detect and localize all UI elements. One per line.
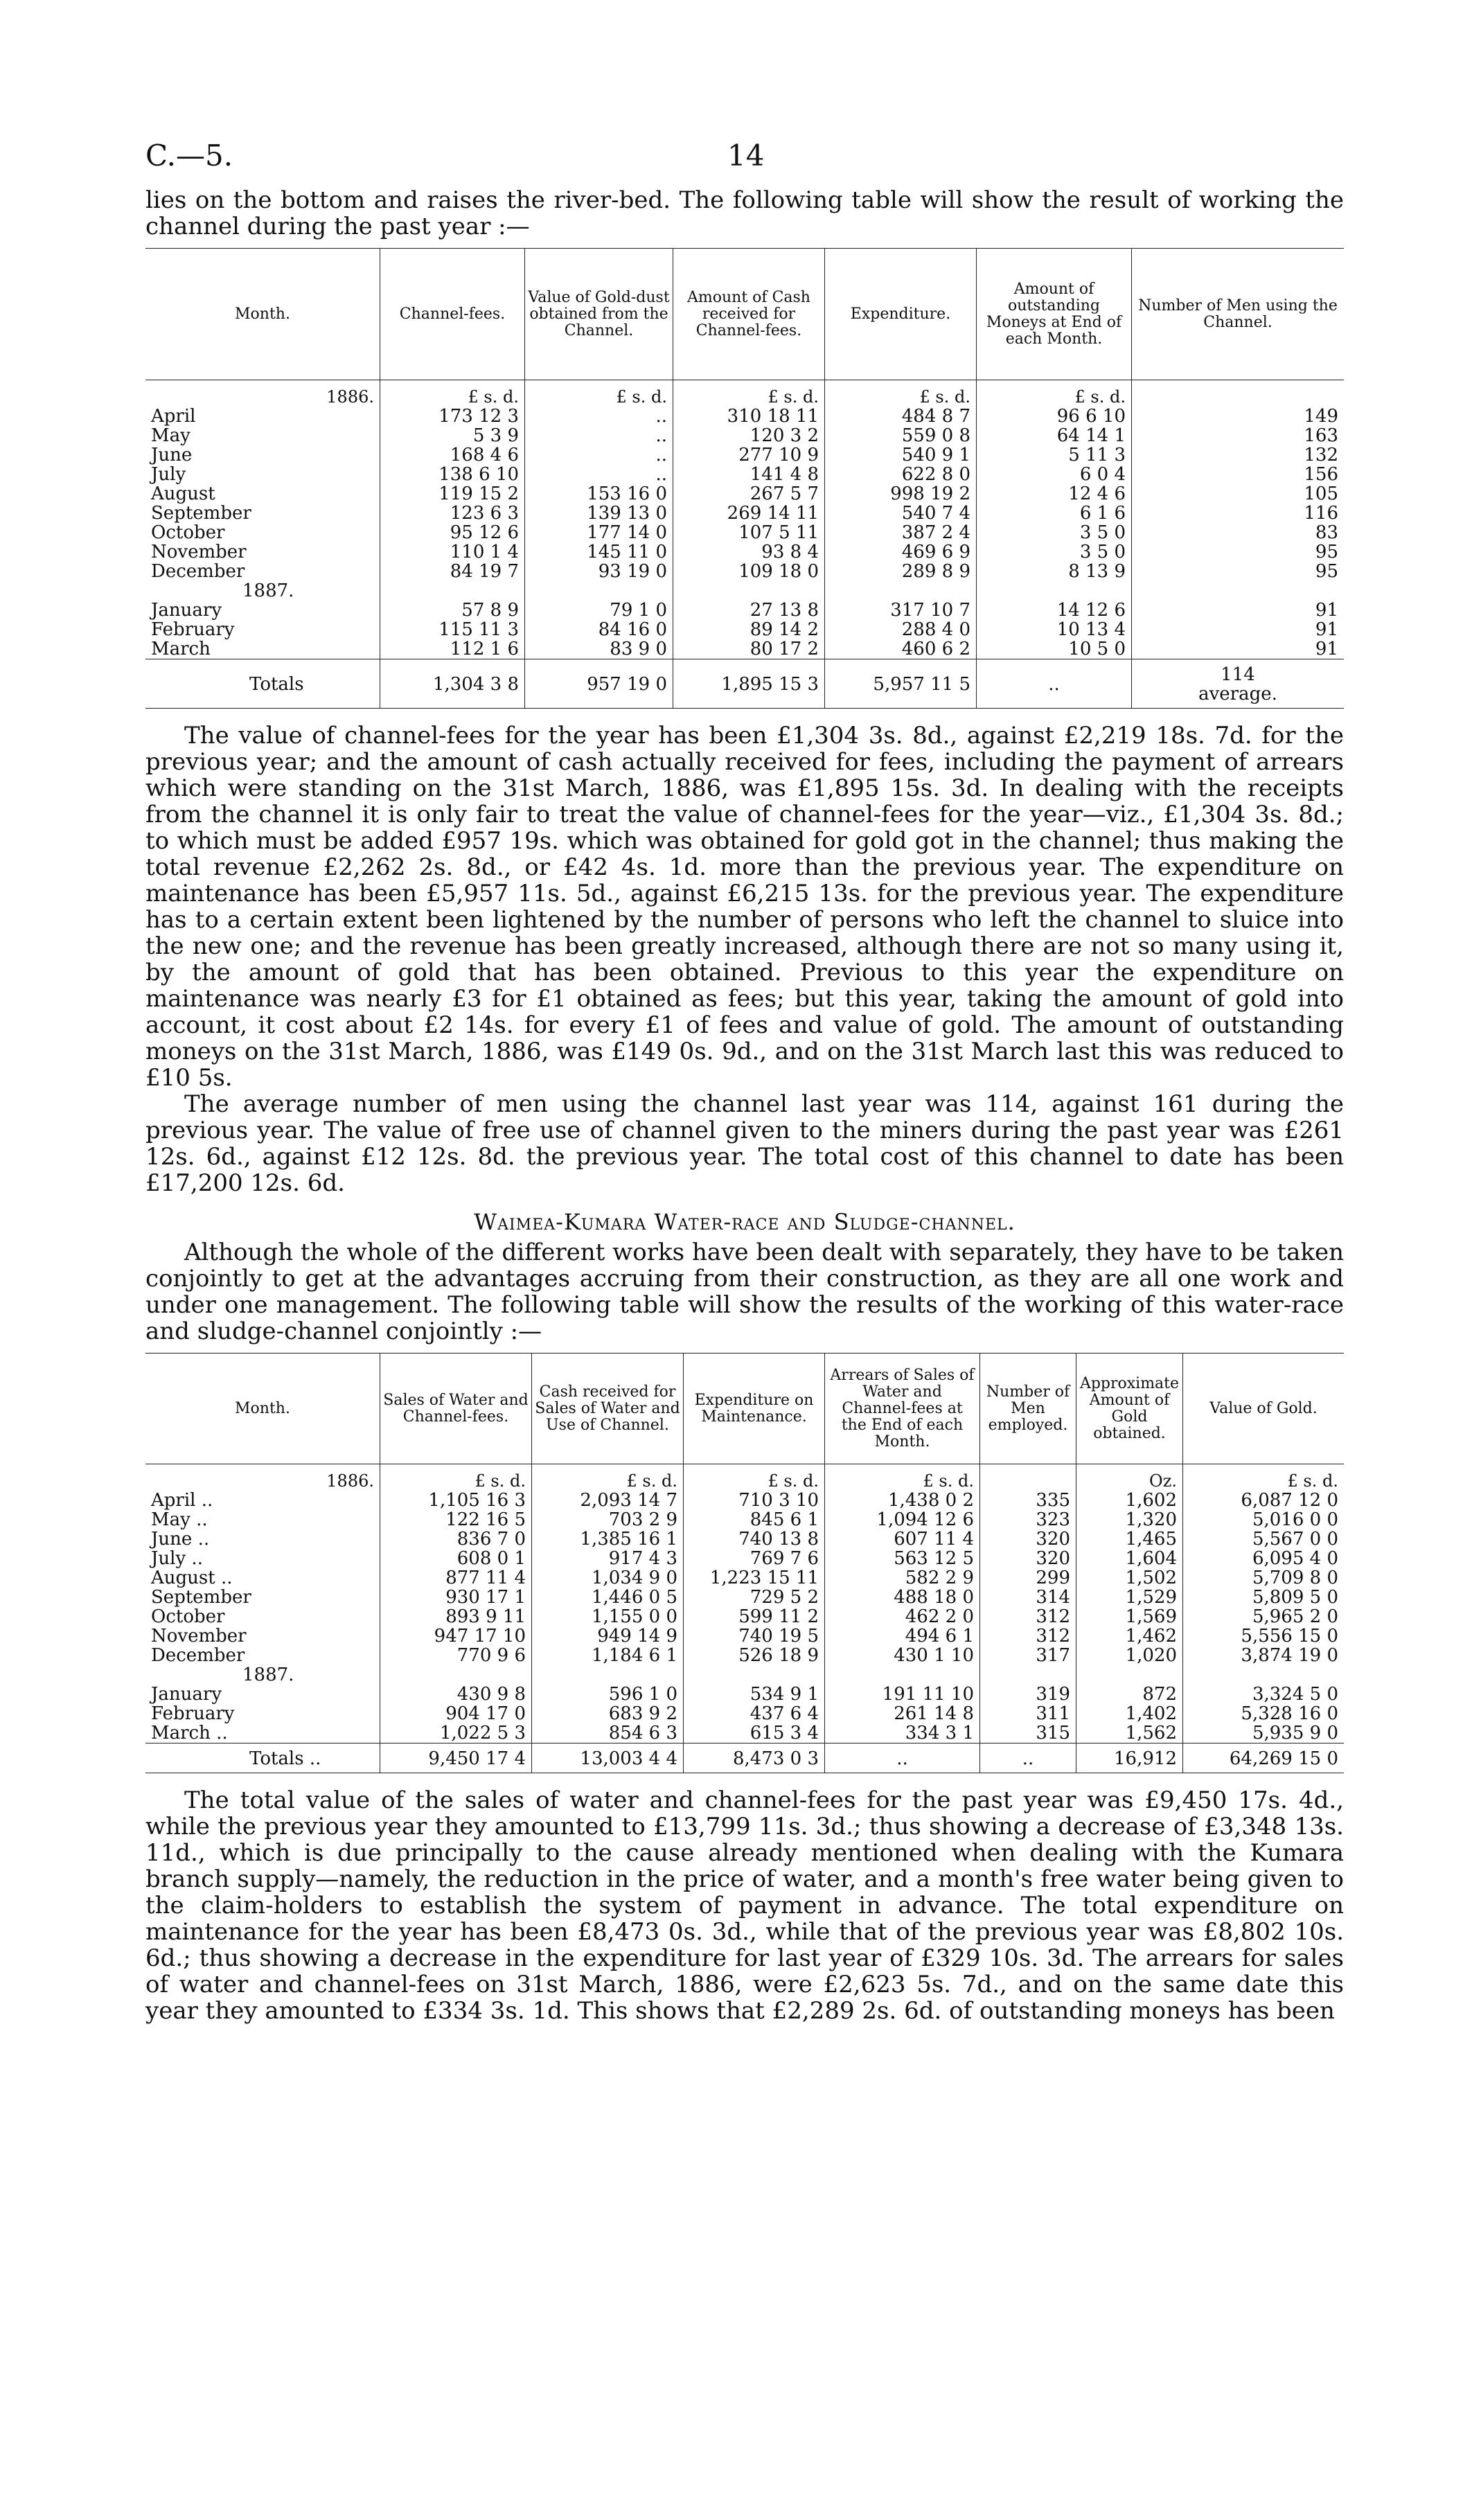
table-cell: 83 9 0 bbox=[525, 639, 673, 659]
totals-cell: Totals .. bbox=[145, 1743, 380, 1773]
table-cell: 1,402 bbox=[1076, 1704, 1183, 1723]
table2-header-sales: Sales of Water and Channel-fees. bbox=[380, 1354, 532, 1464]
totals-men-value: 114 bbox=[1221, 664, 1255, 685]
table-cell: 80 17 2 bbox=[673, 639, 825, 659]
table-cell: 120 3 2 bbox=[673, 426, 825, 445]
table-cell: 334 3 1 bbox=[825, 1723, 980, 1743]
table-cell: 930 17 1 bbox=[380, 1588, 532, 1607]
table-cell: March .. bbox=[151, 1723, 228, 1743]
table-cell: April .. bbox=[151, 1490, 213, 1511]
table-cell: 854 6 3 bbox=[532, 1723, 684, 1743]
table-cell: 1,034 9 0 bbox=[532, 1568, 684, 1588]
table-cell: 5,965 2 0 bbox=[1183, 1607, 1345, 1626]
table-cell: 703 2 9 bbox=[532, 1510, 684, 1529]
table-cell: 460 6 2 bbox=[825, 639, 977, 659]
table2-year-1887: 1887. bbox=[242, 1665, 294, 1685]
table-cell: 132 bbox=[1132, 445, 1345, 465]
table-cell: 582 2 9 bbox=[825, 1568, 980, 1588]
table-cell: 1,184 6 1 bbox=[532, 1646, 684, 1665]
table-row bbox=[145, 465, 1344, 484]
table-cell: 153 16 0 bbox=[525, 484, 673, 504]
table-cell: 6,087 12 0 bbox=[1183, 1491, 1345, 1510]
table1-header-outstanding: Amount of outstanding Moneys at End of each Month. bbox=[977, 249, 1132, 380]
table-cell: 559 0 8 bbox=[825, 426, 977, 445]
table-cell: .. bbox=[525, 407, 673, 426]
table-cell: 138 6 10 bbox=[380, 465, 525, 484]
table-cell: 1,446 0 5 bbox=[532, 1588, 684, 1607]
table-cell: 6 0 4 bbox=[977, 465, 1132, 484]
table2-year-1886: 1886. bbox=[326, 1471, 374, 1491]
totals-cell: .. bbox=[980, 1743, 1076, 1773]
document-page bbox=[145, 125, 1344, 2024]
table1-body bbox=[145, 407, 1344, 709]
table-cell: December bbox=[151, 1645, 245, 1666]
table-cell: 1,604 bbox=[1076, 1549, 1183, 1568]
table1-year-1886: 1886. bbox=[326, 387, 374, 407]
table-row bbox=[145, 1491, 1344, 1510]
table-row bbox=[145, 1626, 1344, 1646]
table-cell: 79 1 0 bbox=[525, 601, 673, 620]
table-cell: August bbox=[151, 483, 215, 504]
table-cell: 845 6 1 bbox=[684, 1510, 825, 1529]
totals-cell: 5,957 11 5 bbox=[825, 659, 977, 709]
table-cell: May bbox=[151, 425, 190, 446]
table-cell: 740 13 8 bbox=[684, 1529, 825, 1549]
table-cell: 95 12 6 bbox=[380, 523, 525, 542]
table-row bbox=[145, 562, 1344, 581]
table-cell: 267 5 7 bbox=[673, 484, 825, 504]
totals-row bbox=[145, 659, 1344, 709]
table1-header-cash-received: Amount of Cash received for Channel-fees. bbox=[673, 249, 825, 380]
table-cell: 139 13 0 bbox=[525, 504, 673, 523]
table-row bbox=[145, 523, 1344, 542]
table-cell: 107 5 11 bbox=[673, 523, 825, 542]
table-cell: 335 bbox=[980, 1491, 1076, 1510]
table-cell: 836 7 0 bbox=[380, 1529, 532, 1549]
table2-unit: £ s. d. bbox=[1183, 1464, 1345, 1491]
table1-header-channel-fees: Channel-fees. bbox=[380, 249, 525, 380]
table-cell: November bbox=[151, 542, 247, 562]
table-cell: 91 bbox=[1132, 620, 1345, 639]
table-cell: 3 5 0 bbox=[977, 523, 1132, 542]
table-cell: November bbox=[151, 1626, 247, 1647]
table-cell: 156 bbox=[1132, 465, 1345, 484]
table-cell: 683 9 2 bbox=[532, 1704, 684, 1723]
table-cell: 105 bbox=[1132, 484, 1345, 504]
table-cell: 1,320 bbox=[1076, 1510, 1183, 1529]
table-cell: June .. bbox=[151, 1529, 210, 1550]
table-row bbox=[145, 1588, 1344, 1607]
table-cell: 596 1 0 bbox=[532, 1685, 684, 1704]
table-cell: 299 bbox=[980, 1568, 1076, 1588]
table-cell: June bbox=[151, 445, 193, 465]
table-cell: 469 6 9 bbox=[825, 542, 977, 562]
totals-cell: .. bbox=[977, 659, 1132, 709]
table-cell: 5,809 5 0 bbox=[1183, 1588, 1345, 1607]
table-cell: 314 bbox=[980, 1588, 1076, 1607]
table-cell: 1,529 bbox=[1076, 1588, 1183, 1607]
table-row bbox=[145, 504, 1344, 523]
paragraph-channel-fees: The value of channel-fees for the year has been £1,304 3s. 8d., against £2,219 18s. 7d. for the previous year; and the amount of cash actually received for fees, including the payment of arrears which were standing on the 31st March, 1886, was £1,895 15s. 3d. In dealing with the receipts from the channel it is only fair to treat the value of channel-fees for the year—viz., £1,304 3s. 8d.; to which must be added £957 19s. which was obtained for gold got in the channel; thus making the total revenue £2,262 2s. 8d., or £42 4s. 1d. more than the previous year. The expenditure on maintenance has been £5,957 11s. 5d., against £6,215 13s. for the previous year. The expenditure has to a certain extent been lightened by the number of persons who left the channel to sluice into the new one; and the revenue has been greatly increased, although there are not so many using it, by the amount of gold that has been obtained. Previous to this year the expenditure on maintenance was nearly £3 for £1 obtained as fees; but this year, taking the amount of gold into account, it cost about £2 14s. for every £1 of fees and value of gold. The amount of outstanding moneys on the 31st March, 1886, was £149 0s. 9d., and on the 31st March last this was reduced to £10 5s. bbox=[145, 722, 1344, 1092]
table-cell: 119 15 2 bbox=[380, 484, 525, 504]
table1-unit: £ s. d. bbox=[977, 380, 1132, 407]
table-cell: 5,935 9 0 bbox=[1183, 1723, 1345, 1743]
table-cell: 5 11 3 bbox=[977, 445, 1132, 465]
table-cell: 1,094 12 6 bbox=[825, 1510, 980, 1529]
table-cell: 1,385 16 1 bbox=[532, 1529, 684, 1549]
table1-unit: £ s. d. bbox=[825, 380, 977, 407]
table-cell: 6,095 4 0 bbox=[1183, 1549, 1345, 1568]
table-cell: 320 bbox=[980, 1529, 1076, 1549]
table-cell: 1,465 bbox=[1076, 1529, 1183, 1549]
table-cell: January bbox=[151, 600, 222, 621]
table-row bbox=[145, 601, 1344, 620]
table-row bbox=[145, 484, 1344, 504]
table-cell: .. bbox=[525, 445, 673, 465]
totals-cell: 64,269 15 0 bbox=[1183, 1743, 1345, 1773]
table-cell: 904 17 0 bbox=[380, 1704, 532, 1723]
intro-paragraph: lies on the bottom and raises the river-bed. The following table will show the result of working the channel during the past year :— bbox=[145, 186, 1344, 240]
table-cell: April bbox=[151, 406, 196, 427]
table-cell: 315 bbox=[980, 1723, 1076, 1743]
table-cell: 110 1 4 bbox=[380, 542, 525, 562]
table1-year-1887: 1887. bbox=[242, 580, 294, 601]
table-cell: 149 bbox=[1132, 407, 1345, 426]
table-cell: January bbox=[151, 1684, 222, 1705]
table-cell: 387 2 4 bbox=[825, 523, 977, 542]
table-cell: 317 bbox=[980, 1646, 1076, 1665]
totals-cell: 1,895 15 3 bbox=[673, 659, 825, 709]
table-row bbox=[145, 1723, 1344, 1743]
table-cell: 115 11 3 bbox=[380, 620, 525, 639]
table-cell: 5,016 0 0 bbox=[1183, 1510, 1345, 1529]
totals-cell: 957 19 0 bbox=[525, 659, 673, 709]
table-cell: 116 bbox=[1132, 504, 1345, 523]
table-cell: 608 0 1 bbox=[380, 1549, 532, 1568]
table2-body bbox=[145, 1491, 1344, 1773]
table1-unit: £ s. d. bbox=[380, 380, 525, 407]
document-code: C.—5. bbox=[145, 139, 233, 172]
table-row bbox=[145, 639, 1344, 659]
table-cell: 6 1 6 bbox=[977, 504, 1132, 523]
table-cell: 319 bbox=[980, 1685, 1076, 1704]
paragraph-sales-total: The total value of the sales of water and channel-fees for the past year was £9,450 17s. 4d., while the previous year they amounted to £13,799 11s. 3d.; thus showing a decrease of £3,348 13s. 11d., which is due principally to the cause already mentioned when dealing with the Kumara branch supply—namely, the reduction in the price of water, and a month's free water being given to the claim-holders to establish the system of payment in advance. The total expenditure on maintenance for the year has been £8,473 0s. 3d., while that of the previous year was £8,802 10s. 6d.; thus showing a decrease in the expenditure for last year of £329 10s. 3d. The arrears for sales of water and channel-fees on 31st March, 1886, were £2,623 5s. 7d., and on the same date this year they amounted to £334 3s. 1d. This shows that £2,289 2s. 6d. of outstanding moneys has been bbox=[145, 1786, 1344, 2025]
table-cell: 872 bbox=[1076, 1685, 1183, 1704]
table-cell: August .. bbox=[151, 1568, 233, 1588]
table2-unit: Oz. bbox=[1076, 1464, 1183, 1491]
table-cell: 168 4 6 bbox=[380, 445, 525, 465]
table-cell: 84 16 0 bbox=[525, 620, 673, 639]
table-cell: September bbox=[151, 503, 251, 524]
table-cell: 607 11 4 bbox=[825, 1529, 980, 1549]
totals-men-note: average. bbox=[1198, 684, 1277, 704]
table-cell: 109 18 0 bbox=[673, 562, 825, 581]
table-cell: 95 bbox=[1132, 562, 1345, 581]
table-cell: December bbox=[151, 561, 245, 582]
table-cell: 1,438 0 2 bbox=[825, 1491, 980, 1510]
table-cell: 91 bbox=[1132, 639, 1345, 659]
table2-header-cash: Cash received for Sales of Water and Use of Channel. bbox=[532, 1354, 684, 1464]
table-cell: October bbox=[151, 522, 225, 543]
table-cell: .. bbox=[525, 465, 673, 484]
table-row bbox=[145, 620, 1344, 639]
table-cell: 430 9 8 bbox=[380, 1685, 532, 1704]
page-header bbox=[145, 125, 1344, 187]
table-cell: 563 12 5 bbox=[825, 1549, 980, 1568]
table-cell: 289 8 9 bbox=[825, 562, 977, 581]
totals-cell: 13,003 4 4 bbox=[532, 1743, 684, 1773]
table-cell: 710 3 10 bbox=[684, 1491, 825, 1510]
totals-cell bbox=[1132, 659, 1345, 709]
table-cell: 5,567 0 0 bbox=[1183, 1529, 1345, 1549]
table2-unit: £ s. d. bbox=[380, 1464, 532, 1491]
table-cell: July .. bbox=[151, 1548, 203, 1569]
table2-header-gold-amount: Approximate Amount of Gold obtained. bbox=[1076, 1354, 1183, 1464]
paragraph-average-men: The average number of men using the channel last year was 114, against 161 during the previous year. The value of free use of channel given to the miners during the past year was £261 12s. 6d., against £12 12s. 8d. the previous year. The total cost of this channel to date has been £17,200 12s. 6d. bbox=[145, 1090, 1344, 1197]
table-cell: 84 19 7 bbox=[380, 562, 525, 581]
paragraph-conjoint: Although the whole of the different works have been dealt with separately, they have to be taken conjointly to get at the advantages accruing from their construction, as they are all one work and under one management. The following table will show the results of the working of this water-race and sludge-channel conjointly :— bbox=[145, 1239, 1344, 1345]
table-cell: 526 18 9 bbox=[684, 1646, 825, 1665]
table-cell: 540 9 1 bbox=[825, 445, 977, 465]
table-cell: 1,462 bbox=[1076, 1626, 1183, 1646]
table-cell: 311 bbox=[980, 1704, 1076, 1723]
table-cell: 8 13 9 bbox=[977, 562, 1132, 581]
table-cell: 1,602 bbox=[1076, 1491, 1183, 1510]
table-cell: 261 14 8 bbox=[825, 1704, 980, 1723]
table-cell: 769 7 6 bbox=[684, 1549, 825, 1568]
table-cell: 57 8 9 bbox=[380, 601, 525, 620]
table-cell: 269 14 11 bbox=[673, 504, 825, 523]
table-row bbox=[145, 1510, 1344, 1529]
table-cell: 93 8 4 bbox=[673, 542, 825, 562]
table-cell: 599 11 2 bbox=[684, 1607, 825, 1626]
table-cell: 122 16 5 bbox=[380, 1510, 532, 1529]
table-cell: 947 17 10 bbox=[380, 1626, 532, 1646]
table-cell: 3,874 19 0 bbox=[1183, 1646, 1345, 1665]
totals-cell: .. bbox=[825, 1743, 980, 1773]
table2-unit: £ s. d. bbox=[825, 1464, 980, 1491]
table-cell: 494 6 1 bbox=[825, 1626, 980, 1646]
channel-table bbox=[145, 248, 1344, 709]
table-cell: March bbox=[151, 639, 211, 659]
table-row bbox=[145, 1646, 1344, 1665]
table1-header-men: Number of Men using the Channel. bbox=[1132, 249, 1345, 380]
table-row bbox=[145, 542, 1344, 562]
table-cell: 95 bbox=[1132, 542, 1345, 562]
table-cell: 64 14 1 bbox=[977, 426, 1132, 445]
table-cell: 14 12 6 bbox=[977, 601, 1132, 620]
table2-header-arrears: Arrears of Sales of Water and Channel-fees at the End of each Month. bbox=[825, 1354, 980, 1464]
table1-header-gold-dust: Value of Gold-dust obtained from the Channel. bbox=[525, 249, 673, 380]
table-cell: 3 5 0 bbox=[977, 542, 1132, 562]
table-cell: October bbox=[151, 1606, 225, 1627]
table-cell: 317 10 7 bbox=[825, 601, 977, 620]
table-cell: 622 8 0 bbox=[825, 465, 977, 484]
table2-header-month: Month. bbox=[145, 1354, 380, 1464]
table-cell: 89 14 2 bbox=[673, 620, 825, 639]
table-cell: 1,569 bbox=[1076, 1607, 1183, 1626]
table-row bbox=[145, 407, 1344, 426]
table1-unit: £ s. d. bbox=[525, 380, 673, 407]
table1-unit: £ s. d. bbox=[673, 380, 825, 407]
table-row bbox=[145, 1704, 1344, 1723]
table-cell: 2,093 14 7 bbox=[532, 1491, 684, 1510]
table-cell: 10 5 0 bbox=[977, 639, 1132, 659]
table-cell: 191 11 10 bbox=[825, 1685, 980, 1704]
table2-header-expenditure: Expenditure on Maintenance. bbox=[684, 1354, 825, 1464]
table-cell: 320 bbox=[980, 1549, 1076, 1568]
table-cell: 1,022 5 3 bbox=[380, 1723, 532, 1743]
table-cell: 310 18 11 bbox=[673, 407, 825, 426]
table-cell: 277 10 9 bbox=[673, 445, 825, 465]
table-cell: 312 bbox=[980, 1607, 1076, 1626]
table-cell: 893 9 11 bbox=[380, 1607, 532, 1626]
totals-row bbox=[145, 1743, 1344, 1773]
table-cell: 177 14 0 bbox=[525, 523, 673, 542]
table-cell: 91 bbox=[1132, 601, 1345, 620]
table-cell: 288 4 0 bbox=[825, 620, 977, 639]
table-row bbox=[145, 1549, 1344, 1568]
table-cell: 323 bbox=[980, 1510, 1076, 1529]
table-cell: 430 1 10 bbox=[825, 1646, 980, 1665]
table1-header-month: Month. bbox=[145, 249, 380, 380]
table-cell: 93 19 0 bbox=[525, 562, 673, 581]
table-row bbox=[145, 1568, 1344, 1588]
table-cell: February bbox=[151, 1703, 235, 1724]
table2-header-gold-value: Value of Gold. bbox=[1183, 1354, 1345, 1464]
table-cell: 173 12 3 bbox=[380, 407, 525, 426]
table-cell: 462 2 0 bbox=[825, 1607, 980, 1626]
table-cell: 5 3 9 bbox=[380, 426, 525, 445]
table-row bbox=[145, 426, 1344, 445]
table-cell: July bbox=[151, 464, 186, 485]
table-cell: 1,020 bbox=[1076, 1646, 1183, 1665]
table-cell: 1,155 0 0 bbox=[532, 1607, 684, 1626]
table-cell: 96 6 10 bbox=[977, 407, 1132, 426]
table-cell: .. bbox=[525, 426, 673, 445]
table-row bbox=[145, 1607, 1344, 1626]
table-cell: 877 11 4 bbox=[380, 1568, 532, 1588]
table1-header-expenditure: Expenditure. bbox=[825, 249, 977, 380]
table-cell: 1,223 15 11 bbox=[684, 1568, 825, 1588]
table-cell: 1,105 16 3 bbox=[380, 1491, 532, 1510]
table-cell: 12 4 6 bbox=[977, 484, 1132, 504]
table-cell: 10 13 4 bbox=[977, 620, 1132, 639]
table-cell: 5,556 15 0 bbox=[1183, 1626, 1345, 1646]
table2-header-men: Number of Men employed. bbox=[980, 1354, 1076, 1464]
table2-unit: £ s. d. bbox=[532, 1464, 684, 1491]
table-cell: 729 5 2 bbox=[684, 1588, 825, 1607]
table-row bbox=[145, 1685, 1344, 1704]
table-cell: 145 11 0 bbox=[525, 542, 673, 562]
table-cell: 5,328 16 0 bbox=[1183, 1704, 1345, 1723]
table-cell: 112 1 6 bbox=[380, 639, 525, 659]
table-row bbox=[145, 1529, 1344, 1549]
table-cell: 540 7 4 bbox=[825, 504, 977, 523]
section-heading: Waimea-Kumara Water-race and Sludge-channel. bbox=[474, 1209, 1016, 1235]
totals-cell: Totals bbox=[145, 659, 380, 709]
table-cell: 83 bbox=[1132, 523, 1345, 542]
table-cell: 1,502 bbox=[1076, 1568, 1183, 1588]
table-cell: May .. bbox=[151, 1509, 208, 1530]
table-cell: 484 8 7 bbox=[825, 407, 977, 426]
table-cell: 312 bbox=[980, 1626, 1076, 1646]
table-cell: 998 19 2 bbox=[825, 484, 977, 504]
totals-cell: 16,912 bbox=[1076, 1743, 1183, 1773]
totals-cell: 8,473 0 3 bbox=[684, 1743, 825, 1773]
table2-unit: £ s. d. bbox=[684, 1464, 825, 1491]
table-cell: February bbox=[151, 619, 235, 640]
table-cell: 27 13 8 bbox=[673, 601, 825, 620]
table-cell: 141 4 8 bbox=[673, 465, 825, 484]
table-cell: 488 18 0 bbox=[825, 1588, 980, 1607]
table-cell: 1,562 bbox=[1076, 1723, 1183, 1743]
table-cell: 949 14 9 bbox=[532, 1626, 684, 1646]
table-cell: 123 6 3 bbox=[380, 504, 525, 523]
table-cell: 5,709 8 0 bbox=[1183, 1568, 1345, 1588]
totals-cell: 1,304 3 8 bbox=[380, 659, 525, 709]
table-cell: 437 6 4 bbox=[684, 1704, 825, 1723]
table-cell: 615 3 4 bbox=[684, 1723, 825, 1743]
table-cell: 770 9 6 bbox=[380, 1646, 532, 1665]
table-cell: 3,324 5 0 bbox=[1183, 1685, 1345, 1704]
table-cell: 740 19 5 bbox=[684, 1626, 825, 1646]
table-cell: 917 4 3 bbox=[532, 1549, 684, 1568]
table-cell: 163 bbox=[1132, 426, 1345, 445]
table-cell: September bbox=[151, 1587, 251, 1608]
table-cell: 534 9 1 bbox=[684, 1685, 825, 1704]
water-race-table bbox=[145, 1353, 1344, 1773]
table-row bbox=[145, 445, 1344, 465]
table2-unit bbox=[980, 1464, 1076, 1491]
totals-cell: 9,450 17 4 bbox=[380, 1743, 532, 1773]
page-number: 14 bbox=[727, 139, 765, 172]
